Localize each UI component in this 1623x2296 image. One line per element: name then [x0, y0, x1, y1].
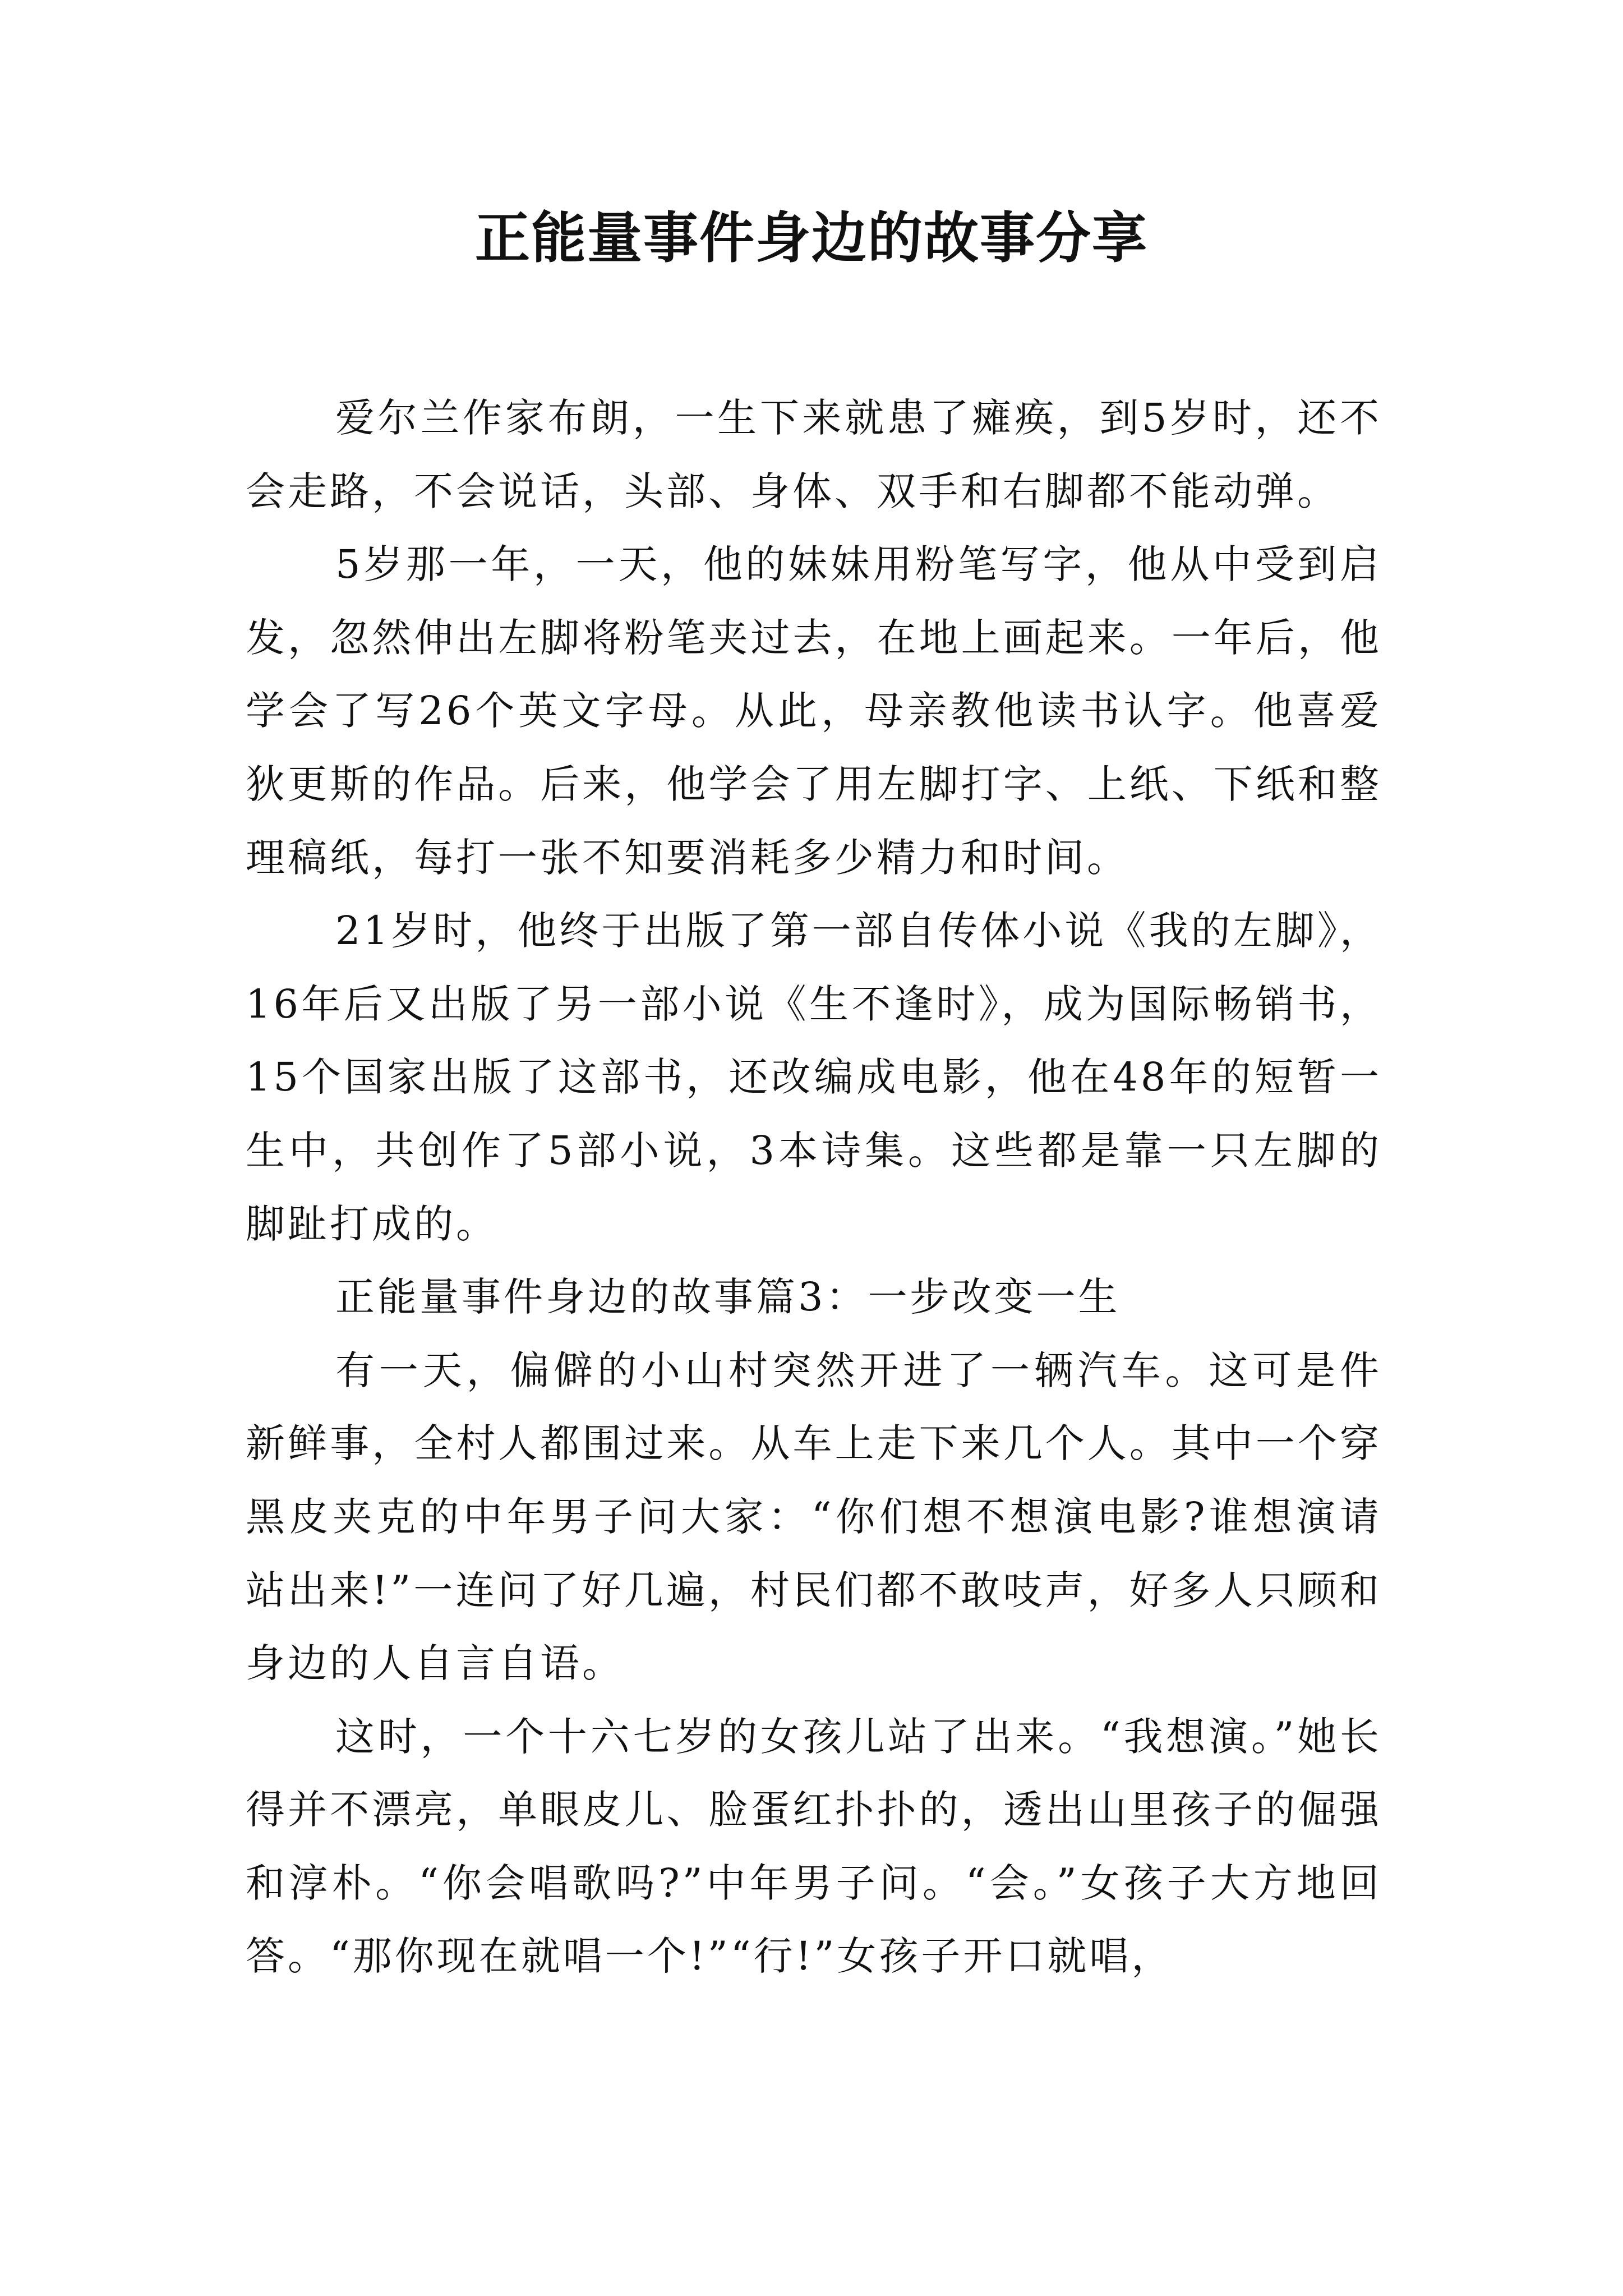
paragraph-1: 爱尔兰作家布朗，一生下来就患了瘫痪，到5岁时，还不会走路，不会说话，头部、身体、双手和右脚都不能动弹。 [246, 395, 1382, 514]
section-heading: 正能量事件身边的故事篇3：一步改变一生 [335, 1274, 1121, 1320]
document-body [246, 381, 1382, 1993]
paragraph-3: 21岁时，他终于出版了第一部自传体小说《我的左脚》，16年后又出版了另一部小说《生不逢时》，成为国际畅销书，15个国家出版了这部书，还改编成电影，他在48年的短暂一生中，共创作了5部小说，3本诗集。这些都是靠一只左脚的脚趾打成的。 [246, 908, 1382, 1247]
document-title: 正能量事件身边的故事分享 [474, 206, 1148, 270]
paragraph-4: 有一天，偏僻的小山村突然开进了一辆汽车。这可是件新鲜事，全村人都围过来。从车上走下来几个人。其中一个穿黑皮夹克的中年男子问大家：“你们想不想演电影?谁想演请站出来!”一连问了好几遍，村民们都不敢吱声，好多人只顾和身边的人自言自语。 [246, 1347, 1382, 1687]
paragraph-5: 这时，一个十六七岁的女孩儿站了出来。“我想演。”她长得并不漂亮，单眼皮儿、脸蛋红扑扑的，透出山里孩子的倔强和淳朴。“你会唱歌吗?”中年男子问。“会。”女孩子大方地回答。“那你现在就唱一个!”“行!”女孩子开口就唱， [246, 1713, 1382, 1980]
paragraph-2: 5岁那一年，一天，他的妹妹用粉笔写字，他从中受到启发，忽然伸出左脚将粉笔夹过去，在地上画起来。一年后，他学会了写26个英文字母。从此，母亲教他读书认字。他喜爱狄更斯的作品。后来，他学会了用左脚打字、上纸、下纸和整理稿纸，每打一张不知要消耗多少精力和时间。 [246, 541, 1382, 881]
